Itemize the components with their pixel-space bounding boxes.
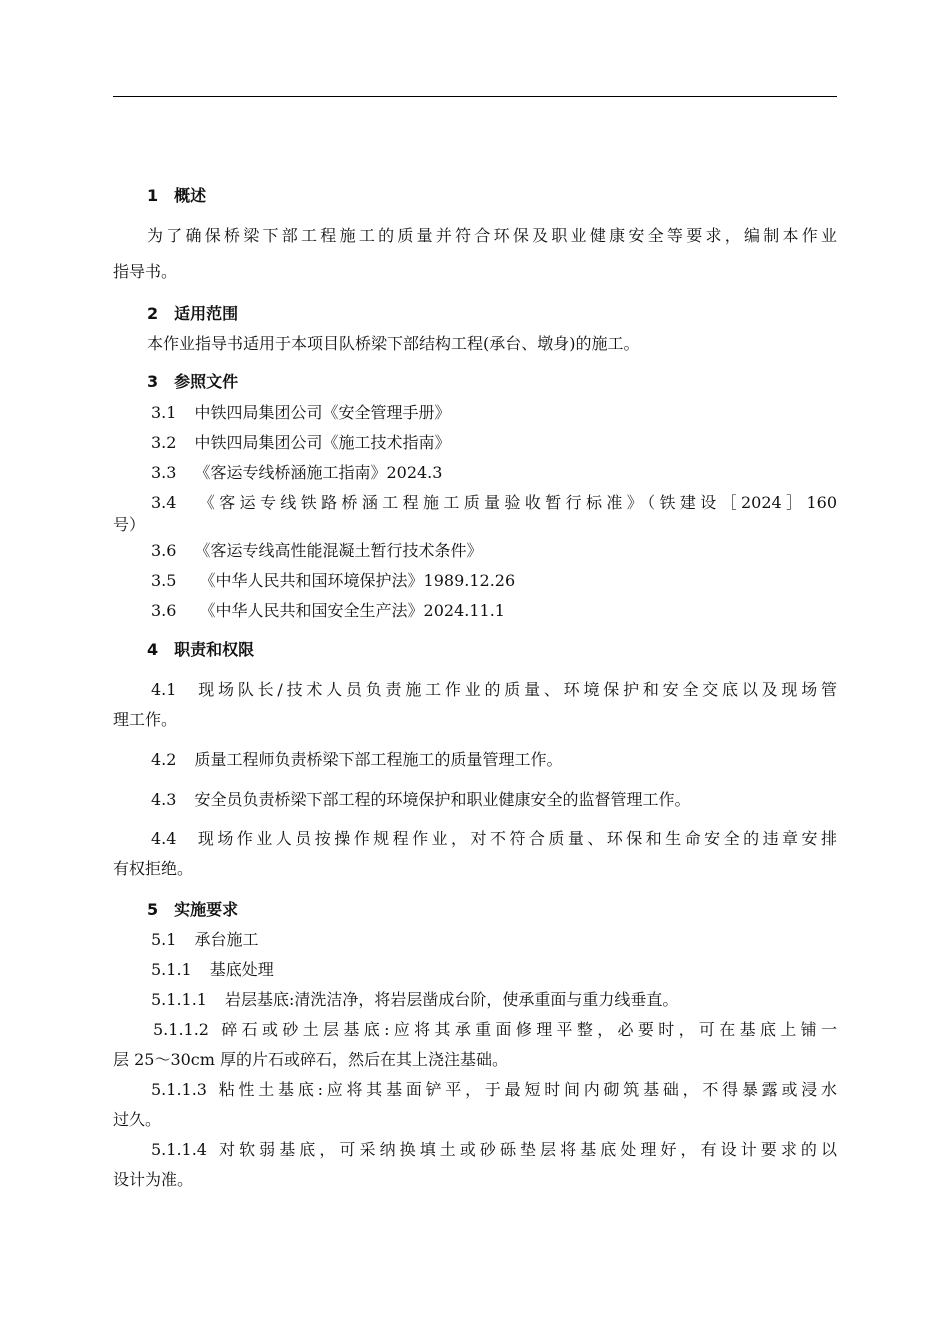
section-heading-4: 4 职责和权限: [147, 640, 255, 659]
section-heading-5: 5 实施要求: [147, 900, 239, 919]
section-heading-1: 1 概述: [147, 186, 207, 205]
subsection-heading: 5.1 承台施工: [151, 930, 259, 949]
requirement-item-continued: 过久。: [113, 1110, 162, 1129]
reference-item: 3.4 《客运专线铁路桥涵工程施工质量验收暂行标准》（铁建设［2024］160: [151, 493, 837, 512]
requirement-item-continued: 层 25～30cm 厚的片石或碎石，然后在其上浇注基础。: [113, 1050, 509, 1069]
responsibility-item: 4.3 安全员负责桥梁下部工程的环境保护和职业健康安全的监督管理工作。: [151, 790, 691, 809]
reference-item: 3.1 中铁四局集团公司《安全管理手册》: [151, 403, 451, 422]
reference-item: 3.5 《中华人民共和国环境保护法》1989.12.26: [151, 571, 516, 590]
responsibility-item-continued: 有权拒绝。: [113, 859, 194, 878]
responsibility-item: 4.2 质量工程师负责桥梁下部工程施工的质量管理工作。: [151, 750, 563, 769]
paragraph-s1-line2: 指导书。: [113, 262, 178, 281]
requirement-item: 5.1.1.3 粘性土基底:应将其基面铲平，于最短时间内砌筑基础，不得暴露或浸水: [151, 1080, 837, 1099]
requirement-item: 5.1.1.1 岩层基底:清洗洁净，将岩层凿成台阶，使承重面与重力线垂直。: [151, 990, 679, 1009]
reference-item: 3.3 《客运专线桥涵施工指南》2024.3: [151, 463, 443, 482]
reference-item: 3.6 《客运专线高性能混凝土暂行技术条件》: [151, 541, 483, 560]
requirement-item-continued: 设计为准。: [113, 1170, 194, 1189]
paragraph-s1-line1: 为了确保桥梁下部工程施工的质量并符合环保及职业健康安全等要求，编制本作业: [147, 226, 837, 245]
requirement-item: 5.1.1.2 碎石或砂土层基底:应将其承重面修理平整，必要时，可在基底上铺一: [153, 1020, 837, 1039]
reference-item: 3.6 《中华人民共和国安全生产法》2024.11.1: [151, 601, 505, 620]
responsibility-item-continued: 理工作。: [113, 710, 178, 729]
header-rule: [113, 96, 837, 97]
section-heading-3: 3 参照文件: [147, 372, 239, 391]
requirement-item: 5.1.1.4 对软弱基底，可采纳换填土或砂砾垫层将基底处理好，有设计要求的以: [151, 1140, 837, 1159]
reference-item-continued: 号）: [113, 515, 146, 534]
subsection-heading: 5.1.1 基底处理: [151, 960, 274, 979]
paragraph-s2: 本作业指导书适用于本项目队桥梁下部结构工程(承台、墩身)的施工。: [147, 334, 640, 353]
reference-item: 3.2 中铁四局集团公司《施工技术指南》: [151, 433, 451, 452]
responsibility-item: 4.4 现场作业人员按操作规程作业，对不符合质量、环保和生命安全的违章安排: [151, 829, 837, 848]
responsibility-item: 4.1 现场队长/技术人员负责施工作业的质量、环境保护和安全交底以及现场管: [151, 680, 837, 699]
section-heading-2: 2 适用范围: [147, 304, 239, 323]
